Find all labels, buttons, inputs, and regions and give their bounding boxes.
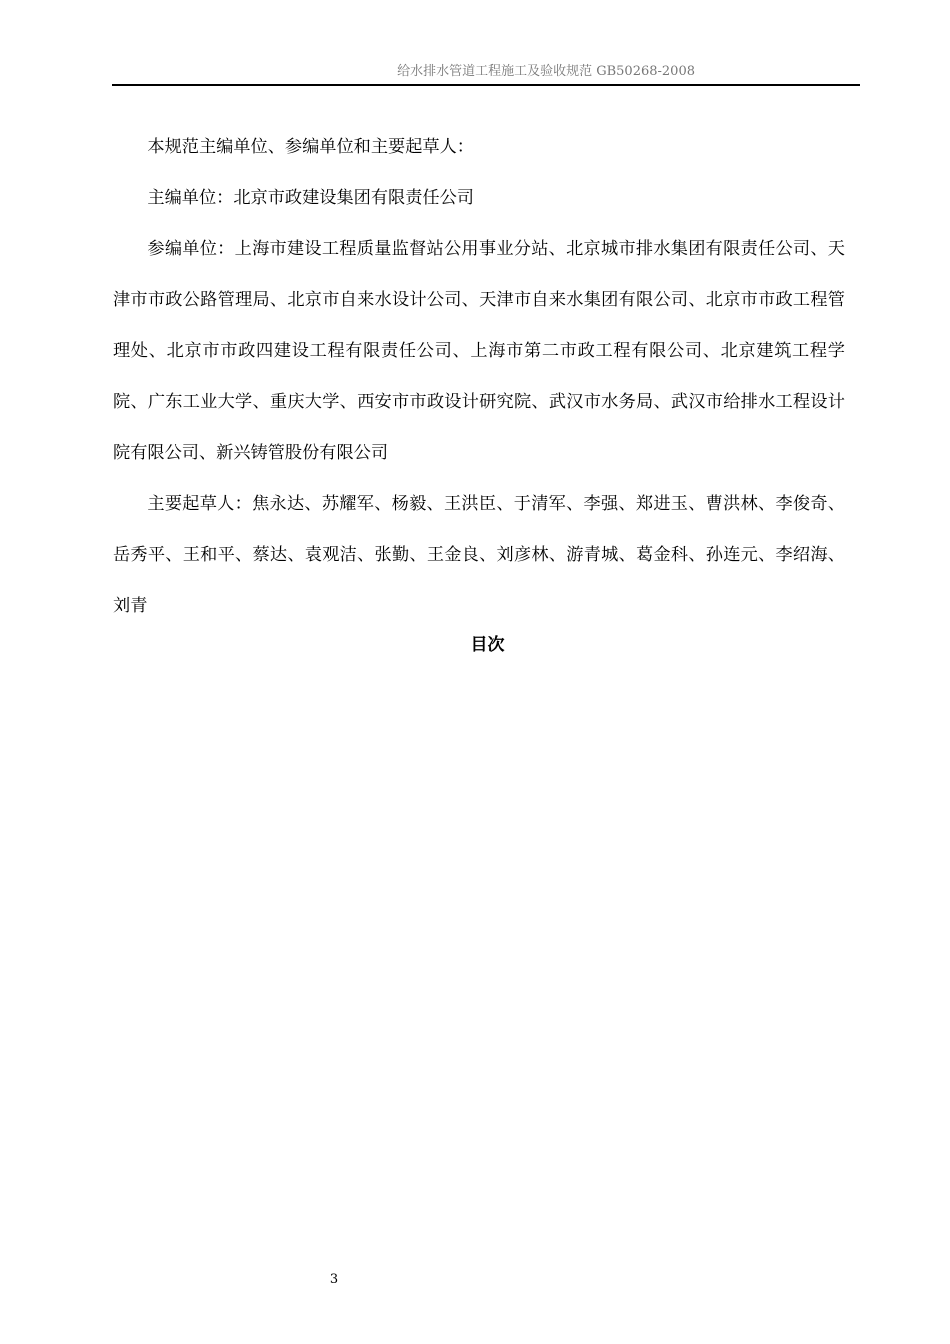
document-body	[113, 122, 845, 632]
participating-units-paragraph: 参编单位：上海市建设工程质量监督站公用事业分站、北京城市排水集团有限责任公司、天津市市政公路管理局、北京市自来水设计公司、天津市自来水集团有限公司、北京市市政工程管理处、北京市市政四建设工程有限责任公司、上海市第二市政工程有限公司、北京建筑工程学院、广东工业大学、重庆大学、西安市市政设计研究院、武汉市水务局、武汉市给排水工程设计院有限公司、新兴铸管股份有限公司	[113, 239, 845, 463]
intro-paragraph: 本规范主编单位、参编单位和主要起草人：	[147, 137, 474, 157]
chief-unit-paragraph: 主编单位：北京市政建设集团有限责任公司	[147, 188, 474, 208]
toc-heading: 目次	[470, 635, 505, 655]
drafters-paragraph: 主要起草人：焦永达、苏耀军、杨毅、王洪臣、于清军、李强、郑进玉、曹洪林、李俊奇、岳秀平、王和平、蔡达、袁观洁、张勤、王金良、刘彦林、游青城、葛金科、孙连元、李绍海、刘青	[113, 494, 845, 616]
page-header	[112, 64, 860, 86]
page-number: 3	[329, 1272, 339, 1287]
header-title: 给水排水管道工程施工及验收规范 GB50268-2008	[397, 64, 695, 79]
